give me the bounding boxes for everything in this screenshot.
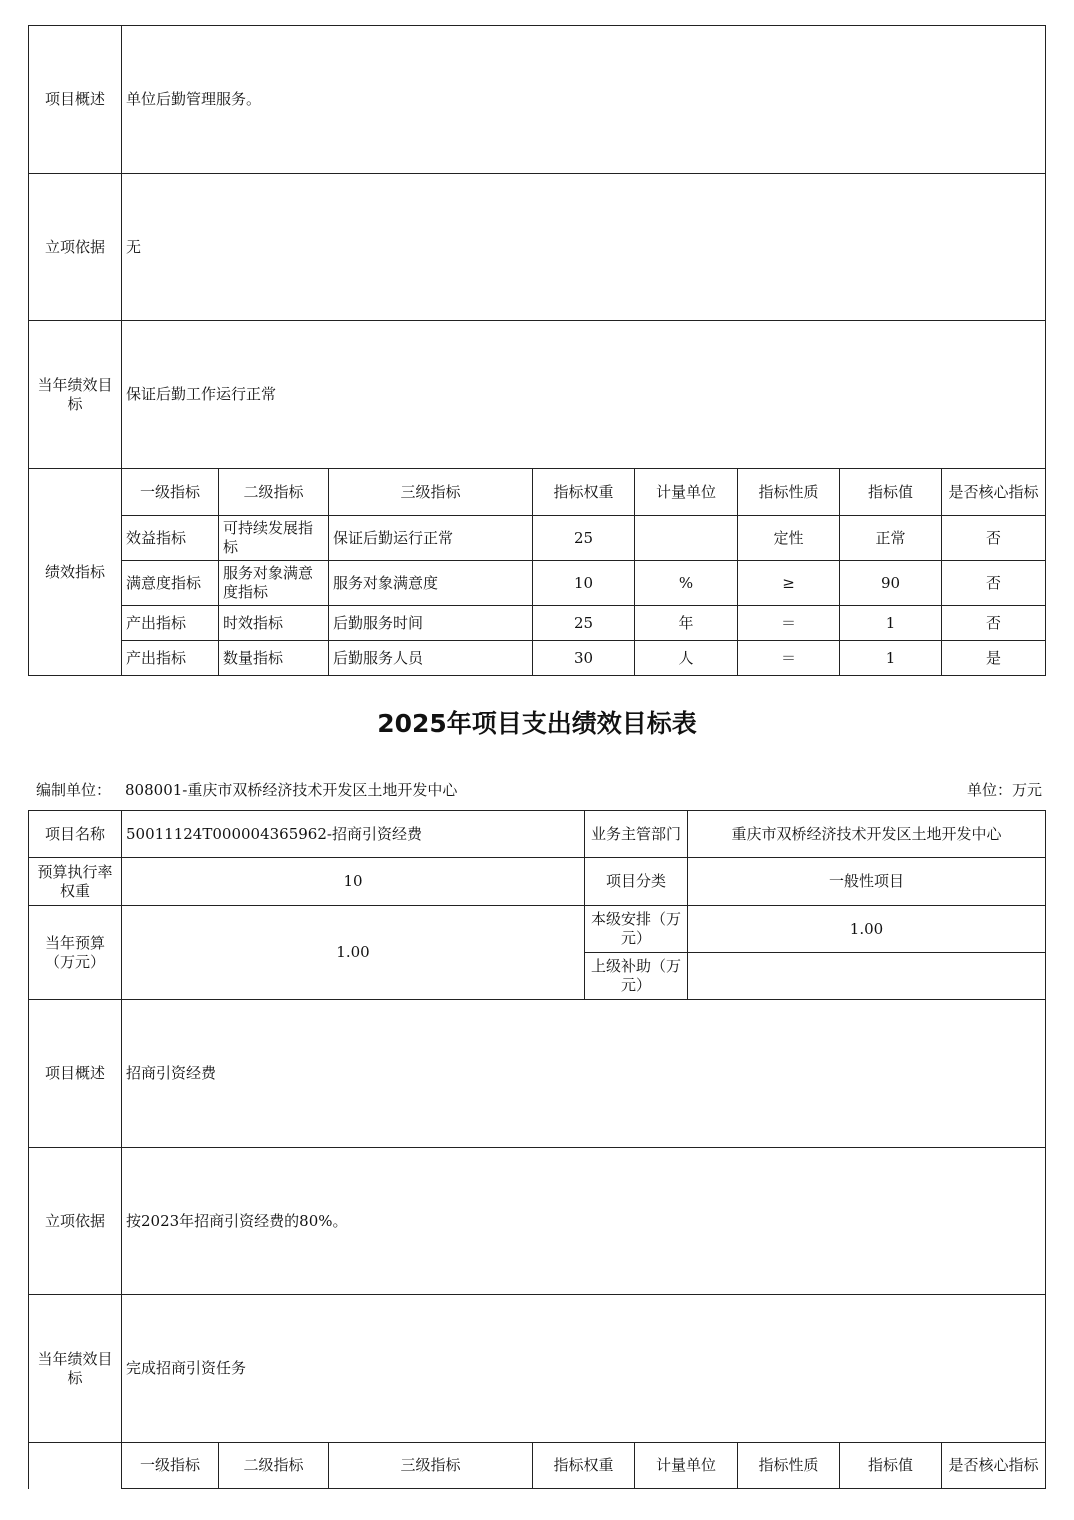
goal-label: 当年绩效目标 <box>29 1295 122 1443</box>
dept-value: 重庆市双桥经济技术开发区土地开发中心 <box>688 811 1046 858</box>
header-weight: 指标权重 <box>533 1443 635 1489</box>
header-nature: 指标性质 <box>738 469 840 516</box>
cell-weight: 25 <box>533 516 635 561</box>
superior-value <box>688 953 1046 1000</box>
compiling-unit-value: 808001-重庆市双桥经济技术开发区土地开发中心 <box>125 781 458 799</box>
cell-weight: 10 <box>533 561 635 606</box>
cell-level1: 产出指标 <box>122 641 219 676</box>
basis-label: 立项依据 <box>29 174 122 321</box>
table-row <box>29 516 1046 561</box>
cell-nature: ≥ <box>738 561 840 606</box>
cell-value: 正常 <box>840 516 942 561</box>
header-level3: 三级指标 <box>329 1443 533 1489</box>
cell-value: 1 <box>840 641 942 676</box>
superior-label: 上级补助（万元） <box>585 953 688 1000</box>
compiling-unit-label: 编制单位： <box>36 781 112 799</box>
currency-unit: 单位：万元 <box>966 781 1042 799</box>
budget-label: 当年预算（万元） <box>29 906 122 1000</box>
header-weight: 指标权重 <box>533 469 635 516</box>
header-level3: 三级指标 <box>329 469 533 516</box>
overview-label: 项目概述 <box>29 26 122 174</box>
basis-value: 按2023年招商引资经费的80%。 <box>122 1148 1046 1295</box>
header-level2: 二级指标 <box>219 469 329 516</box>
table-row <box>29 641 1046 676</box>
cell-level3: 服务对象满意度 <box>329 561 533 606</box>
overview-value: 招商引资经费 <box>122 1000 1046 1148</box>
cell-level1: 效益指标 <box>122 516 219 561</box>
cell-core: 否 <box>942 561 1046 606</box>
header-unit: 计量单位 <box>635 469 738 516</box>
category-label: 项目分类 <box>585 858 688 906</box>
exec-weight-label: 预算执行率权重 <box>29 858 122 906</box>
project-name-value: 50011124T000004365962-招商引资经费 <box>122 811 585 858</box>
indicators-label-cell <box>29 1443 122 1489</box>
performance-table-previous <box>28 25 1046 676</box>
header-level2: 二级指标 <box>219 1443 329 1489</box>
project-info-table <box>28 810 1046 1000</box>
dept-label: 业务主管部门 <box>585 811 688 858</box>
header-core: 是否核心指标 <box>942 1443 1046 1489</box>
cell-core: 否 <box>942 606 1046 641</box>
goal-value: 保证后勤工作运行正常 <box>122 321 1046 469</box>
cell-level3: 后勤服务时间 <box>329 606 533 641</box>
category-value: 一般性项目 <box>688 858 1046 906</box>
goal-label: 当年绩效目标 <box>29 321 122 469</box>
project-name-label: 项目名称 <box>29 811 122 858</box>
cell-value: 1 <box>840 606 942 641</box>
basis-value: 无 <box>122 174 1046 321</box>
cell-unit: 年 <box>635 606 738 641</box>
cell-value: 90 <box>840 561 942 606</box>
cell-level2: 服务对象满意度指标 <box>219 561 329 606</box>
overview-label: 项目概述 <box>29 1000 122 1148</box>
cell-level3: 保证后勤运行正常 <box>329 516 533 561</box>
cell-level2: 可持续发展指标 <box>219 516 329 561</box>
cell-level3: 后勤服务人员 <box>329 641 533 676</box>
cell-core: 是 <box>942 641 1046 676</box>
header-unit: 计量单位 <box>635 1443 738 1489</box>
cell-unit: % <box>635 561 738 606</box>
cell-core: 否 <box>942 516 1046 561</box>
overview-value: 单位后勤管理服务。 <box>122 26 1046 174</box>
own-level-value: 1.00 <box>688 906 1046 953</box>
header-value: 指标值 <box>840 1443 942 1489</box>
cell-nature: 定性 <box>738 516 840 561</box>
cell-level1: 产出指标 <box>122 606 219 641</box>
header-value: 指标值 <box>840 469 942 516</box>
cell-weight: 30 <box>533 641 635 676</box>
cell-nature: ＝ <box>738 641 840 676</box>
basis-label: 立项依据 <box>29 1148 122 1295</box>
table-row <box>29 606 1046 641</box>
performance-table-current <box>28 999 1046 1489</box>
table-row <box>29 561 1046 606</box>
indicators-label: 绩效指标 <box>29 469 122 676</box>
page-title: 2025年项目支出绩效目标表 <box>377 709 697 738</box>
cell-level1: 满意度指标 <box>122 561 219 606</box>
compiling-unit <box>36 779 457 800</box>
header-level1: 一级指标 <box>122 469 219 516</box>
header-level1: 一级指标 <box>122 1443 219 1489</box>
cell-unit <box>635 516 738 561</box>
exec-weight-value: 10 <box>122 858 585 906</box>
goal-value: 完成招商引资任务 <box>122 1295 1046 1443</box>
own-level-label: 本级安排（万元） <box>585 906 688 953</box>
cell-weight: 25 <box>533 606 635 641</box>
cell-level2: 数量指标 <box>219 641 329 676</box>
header-core: 是否核心指标 <box>942 469 1046 516</box>
cell-unit: 人 <box>635 641 738 676</box>
header-nature: 指标性质 <box>738 1443 840 1489</box>
cell-level2: 时效指标 <box>219 606 329 641</box>
cell-nature: ＝ <box>738 606 840 641</box>
budget-value: 1.00 <box>122 906 585 1000</box>
